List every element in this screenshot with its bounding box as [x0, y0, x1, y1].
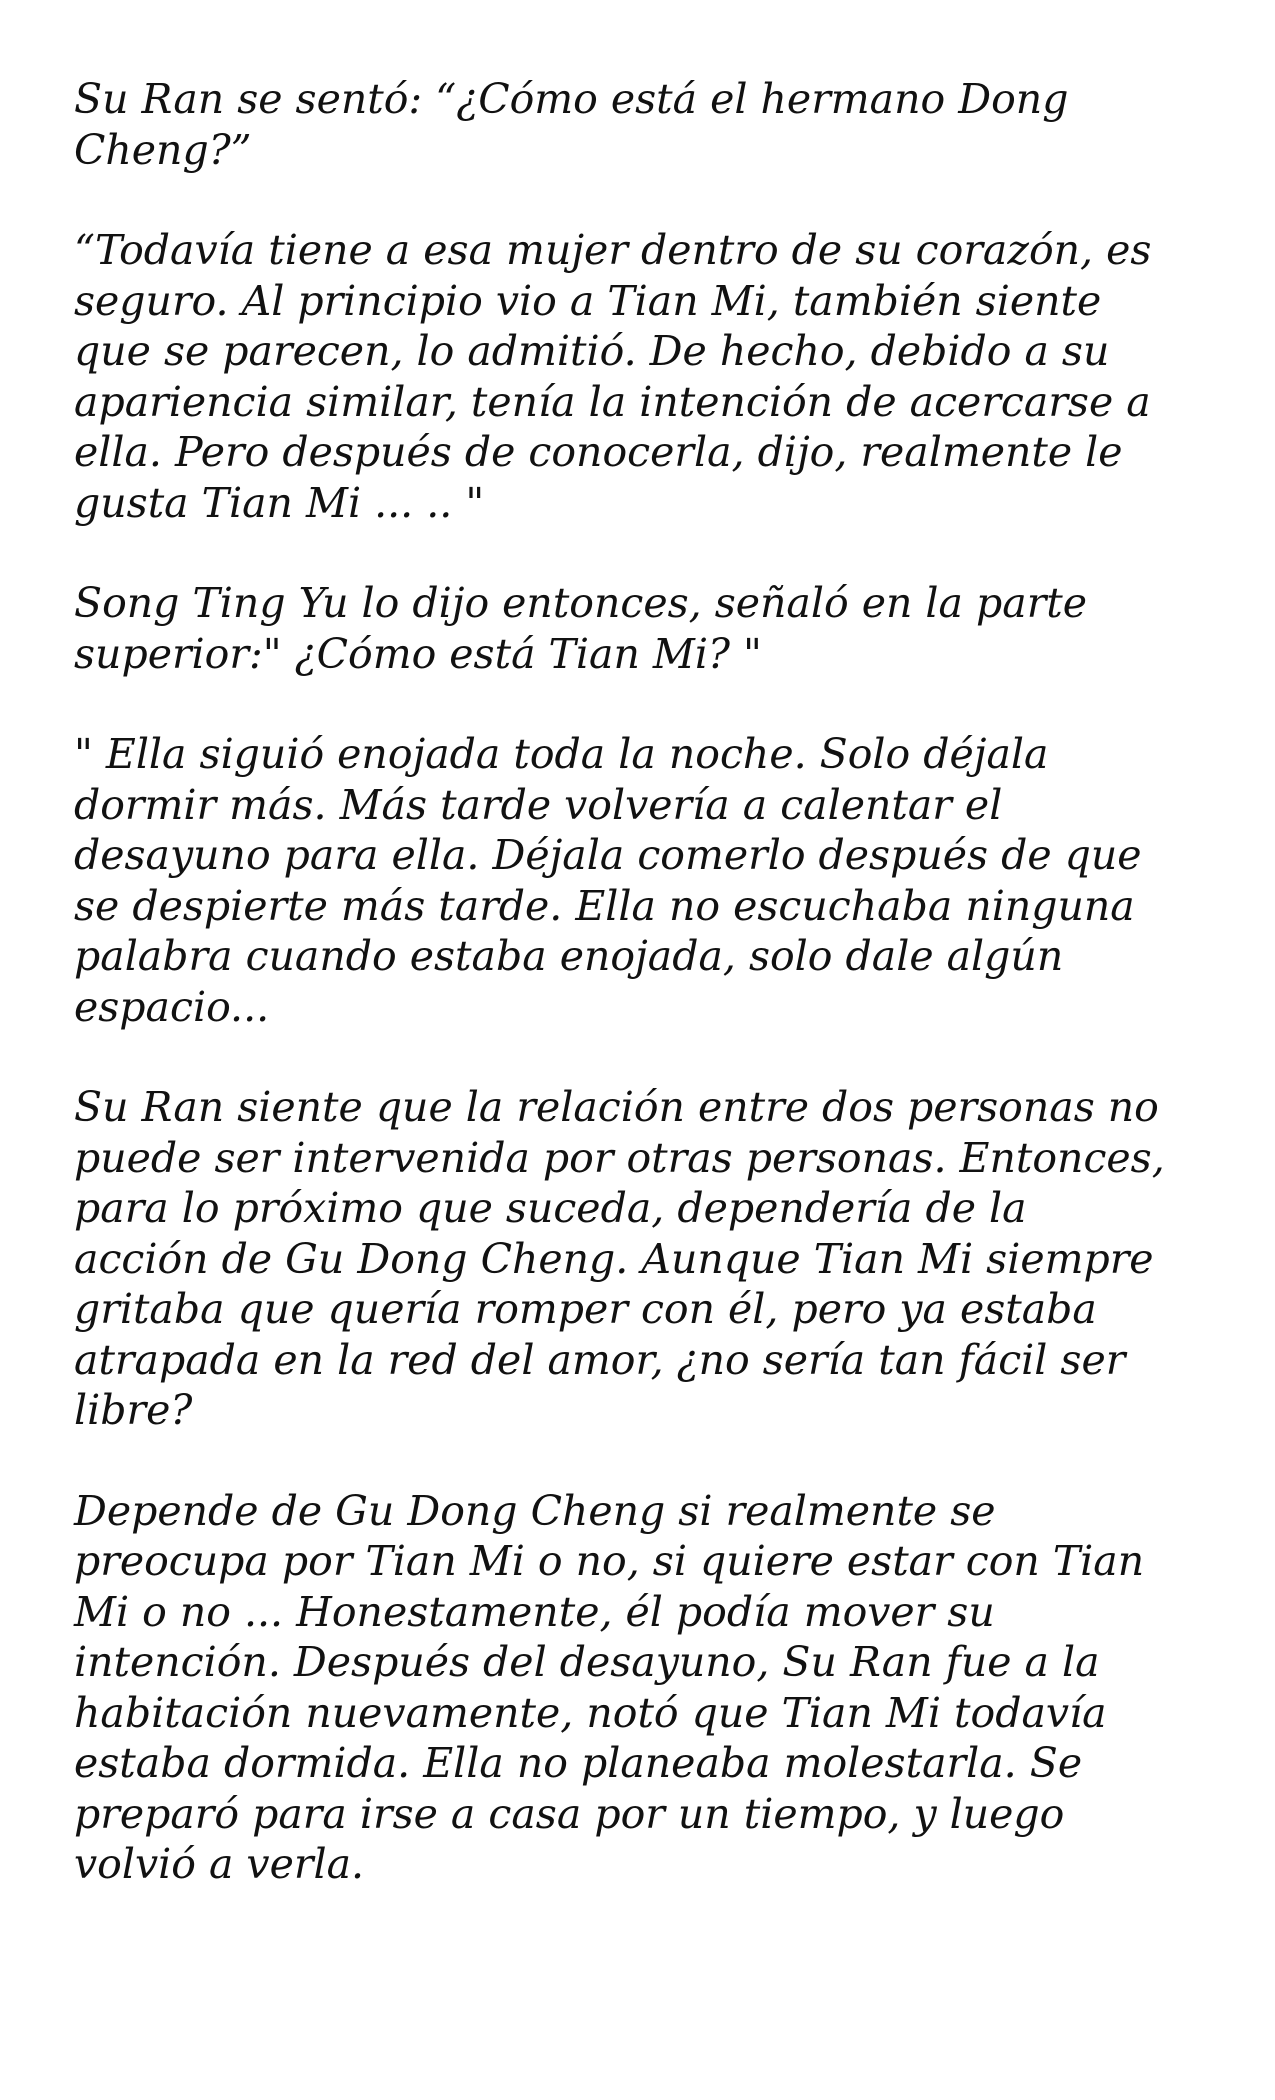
document-body — [74, 74, 1234, 1940]
paragraph-2: “Todavía tiene a esa mujer dentro de su corazón, es seguro. Al principio vio a Tian Mi, también siente que se parecen, lo admitió. De hecho, debido a su apariencia similar, tenía la intención de acercarse a ella. Pero después de conocerla, dijo, realmente le gusta Tian Mi ... .. " — [74, 226, 1152, 527]
paragraph-3: Song Ting Yu lo dijo entonces, señaló en la parte superior:" ¿Cómo está Tian Mi? " — [74, 579, 1088, 678]
paragraph-1: Su Ran se sentó: “¿Cómo está el hermano Dong Cheng?” — [74, 75, 1069, 174]
paragraph-5: Su Ran siente que la relación entre dos personas no puede ser intervenida por otras personas. Entonces, para lo próximo que suceda, dependería de la acción de Gu Dong Cheng. Aunque Tian Mi siempre gritaba que quería romper con él, pero ya estaba atrapada en la red del amor, ¿no sería tan fácil ser libre? — [74, 1083, 1165, 1434]
paragraph-4: " Ella siguió enojada toda la noche. Solo déjala dormir más. Más tarde volvería a calentar el desayuno para ella. Déjala comerlo después de que se despierte más tarde. Ella no escuchaba ninguna palabra cuando estaba enojada, solo dale algún espacio... — [74, 730, 1142, 1031]
paragraph-6: Depende de Gu Dong Cheng si realmente se preocupa por Tian Mi o no, si quiere estar con Tian Mi o no ... Honestamente, él podía mover su intención. Después del desayuno, Su Ran fue a la habitación nuevamente, notó que Tian Mi todavía estaba dormida. Ella no planeaba molestarla. Se preparó para irse a casa por un tiempo, y luego volvió a verla. — [74, 1486, 1145, 1888]
